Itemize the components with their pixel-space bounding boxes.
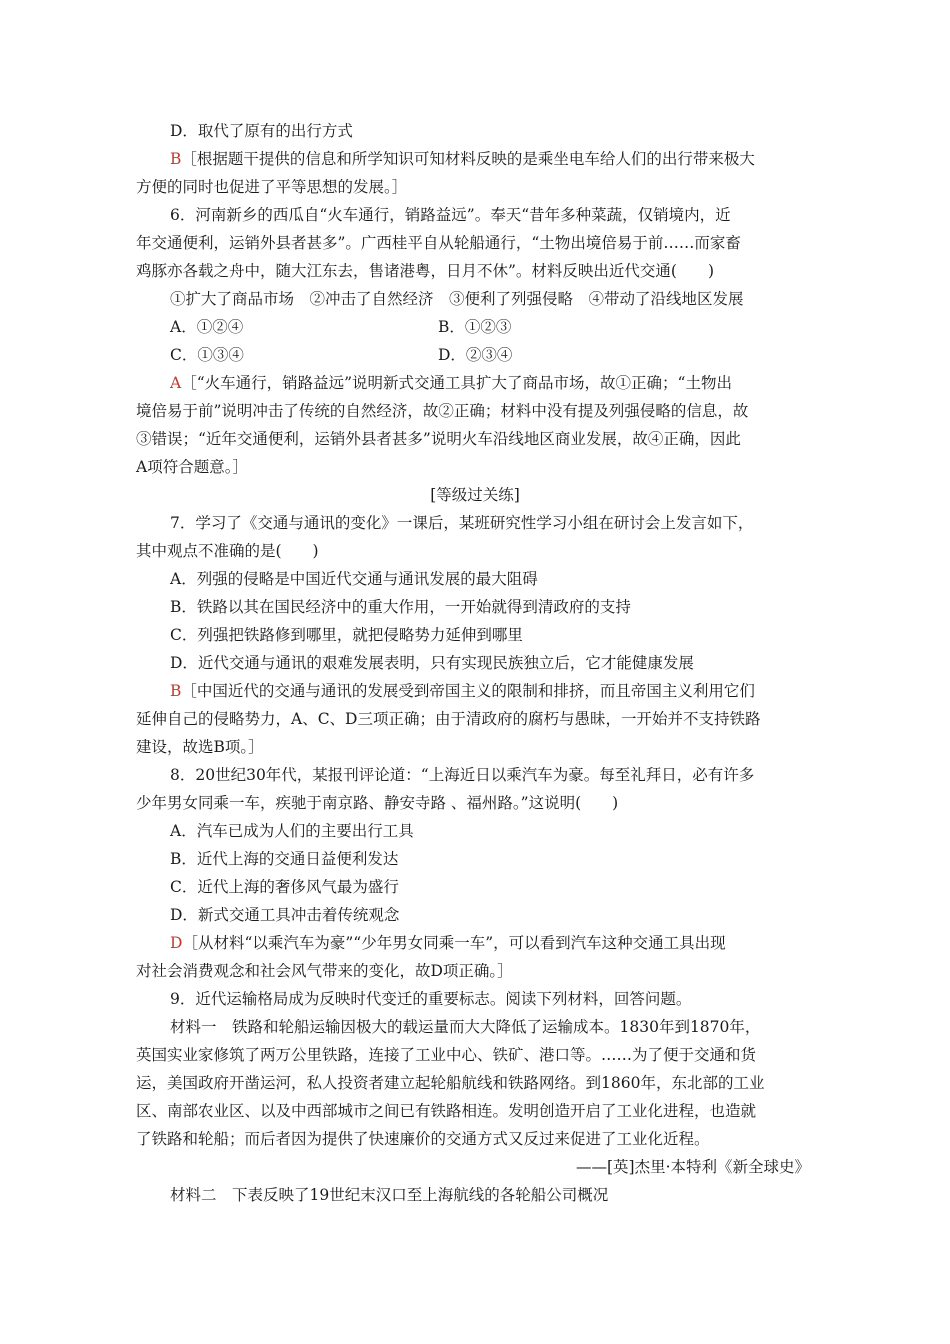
q6-explanation-1: ［“火车通行，销路益远”说明新式交通工具扩大了商品市场，故①正确；“土物出 bbox=[181, 374, 732, 392]
q5-explanation-2: 方便的同时也促进了平等思想的发展。］ bbox=[136, 178, 408, 196]
q6-option-b: B．①②③ bbox=[438, 318, 512, 336]
q8-option-b: B．近代上海的交通日益便利发达 bbox=[170, 850, 399, 868]
q8-stem-2: 少年男女同乘一车，疾驰于南京路、静安寺路 、福州路。”这说明( ) bbox=[136, 794, 619, 812]
q6-option-d: D．②③④ bbox=[438, 346, 513, 364]
q7-stem-2: 其中观点不准确的是( ) bbox=[136, 542, 319, 560]
q5-explanation-1: ［根据题干提供的信息和所学知识可知材料反映的是乘坐电车给人们的出行带来极大 bbox=[181, 150, 755, 168]
q6-option-c: C．①③④ bbox=[170, 346, 244, 364]
q8-explanation-2: 对社会消费观念和社会风气带来的变化，故D项正确。］ bbox=[136, 962, 513, 980]
q9-material-1-line-3: 运，美国政府开凿运河，私人投资者建立起轮船航线和铁路网络。到1860年，东北部的工业 bbox=[136, 1074, 765, 1092]
q7-answer-letter: B bbox=[170, 682, 182, 700]
q8-stem-1: 8．20世纪30年代，某报刊评论道：“上海近日以乘汽车为豪。每至礼拜日，必有许多 bbox=[170, 766, 755, 784]
q9-stem: 9．近代运输格局成为反映时代变迁的重要标志。阅读下列材料，回答问题。 bbox=[170, 990, 692, 1008]
q5-answer-letter: B bbox=[170, 150, 182, 168]
q6-answer-line-1 bbox=[170, 373, 732, 393]
q9-source: ——[英]杰里·本特利《新全球史》 bbox=[575, 1158, 810, 1176]
q6-answer-letter: A bbox=[170, 374, 182, 392]
q6-items: ①扩大了商品市场 ②冲击了自然经济 ③便利了列强侵略 ④带动了沿线地区发展 bbox=[170, 290, 744, 308]
q7-explanation-2: 延伸自己的侵略势力，A、C、D三项正确；由于清政府的腐朽与愚昧，一开始并不支持铁路 bbox=[136, 710, 761, 728]
q8-explanation-1: ［从材料“以乘汽车为豪”“少年男女同乘一车”，可以看到汽车这种交通工具出现 bbox=[182, 934, 726, 952]
q5-answer-line-1 bbox=[170, 149, 755, 169]
section-title: [等级过关练] bbox=[430, 486, 520, 504]
q8-option-d: D．新式交通工具冲击着传统观念 bbox=[170, 906, 400, 924]
q5-option-d: D．取代了原有的出行方式 bbox=[170, 122, 353, 140]
q7-answer-line-1 bbox=[170, 681, 755, 701]
q9-material-1-line-5: 了铁路和轮船；而后者因为提供了快速廉价的交通方式又反过来促进了工业化近程。 bbox=[136, 1130, 710, 1148]
q9-material-2: 材料二 下表反映了19世纪末汉口至上海航线的各轮船公司概况 bbox=[170, 1186, 609, 1204]
q8-option-a: A．汽车已成为人们的主要出行工具 bbox=[170, 822, 414, 840]
q9-material-1-line-1: 材料一 铁路和轮船运输因极大的载运量而大大降低了运输成本。1830年到1870年， bbox=[170, 1018, 761, 1036]
q8-answer-letter: D bbox=[170, 934, 183, 952]
q8-option-c: C．近代上海的奢侈风气最为盛行 bbox=[170, 878, 399, 896]
q6-option-a: A．①②④ bbox=[170, 318, 244, 336]
q7-option-a: A．列强的侵略是中国近代交通与通讯发展的最大阻碍 bbox=[170, 570, 538, 588]
q6-explanation-2: 境倍易于前”说明冲击了传统的自然经济，故②正确；材料中没有提及列强侵略的信息，故 bbox=[136, 402, 749, 420]
q7-explanation-1: ［中国近代的交通与通讯的发展受到帝国主义的限制和排挤，而且帝国主义利用它们 bbox=[181, 682, 755, 700]
q6-stem-3: 鸡豚亦各载之舟中，随大江东去，售诸港粤，日月不休”。材料反映出近代交通( ) bbox=[136, 262, 715, 280]
q7-option-c: C．列强把铁路修到哪里，就把侵略势力延伸到哪里 bbox=[170, 626, 523, 644]
q7-stem-1: 7．学习了《交通与通讯的变化》一课后，某班研究性学习小组在研讨会上发言如下， bbox=[170, 514, 754, 532]
q7-option-b: B．铁路以其在国民经济中的重大作用，一开始就得到清政府的支持 bbox=[170, 598, 631, 616]
q9-material-1-line-2: 英国实业家修筑了两万公里铁路，连接了工业中心、铁矿、港口等。……为了便于交通和货 bbox=[136, 1046, 757, 1064]
q8-answer-line-1 bbox=[170, 933, 726, 953]
q6-explanation-4: A项符合题意。］ bbox=[136, 458, 248, 476]
q7-explanation-3: 建设，故选B项。］ bbox=[136, 738, 264, 756]
q7-option-d: D．近代交通与通讯的艰难发展表明，只有实现民族独立后，它才能健康发展 bbox=[170, 654, 694, 672]
q6-explanation-3: ③错误；“近年交通便利，运销外县者甚多”说明火车沿线地区商业发展，故④正确，因此 bbox=[136, 430, 741, 448]
q9-material-1-line-4: 区、南部农业区、以及中西部城市之间已有铁路相连。发明创造开启了工业化进程，也造就 bbox=[136, 1102, 757, 1120]
q6-stem-2: 年交通便利，运销外县者甚多”。广西桂平自从轮船通行，“土物出境倍易于前……而家畜 bbox=[136, 234, 741, 252]
q6-stem-1: 6．河南新乡的西瓜自“火车通行，销路益远”。奉天“昔年多种菜蔬，仅销境内，近 bbox=[170, 206, 731, 224]
